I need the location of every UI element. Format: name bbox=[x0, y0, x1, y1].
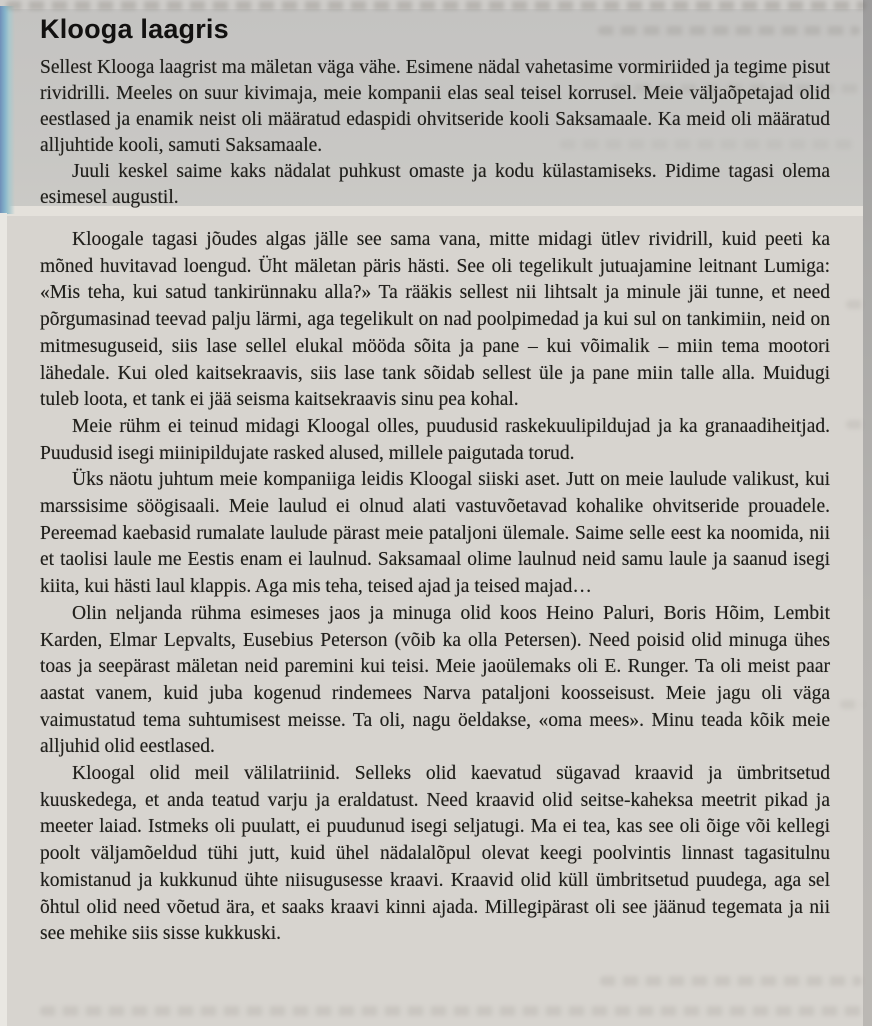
body-paragraph-4: Olin neljanda rühma esimeses jaos ja minuga olid koos Heino Paluri, Boris Hõim, Lembit Karden, Elmar Lepvalts, Eusebius Peterson (võib ka olla Petersen). Need poisid olid minuga ühes toas ja seepärast mäletan neid paremini kui teisi. Meie jaoülemaks oli E. Runger. Ta oli meist paar aastat vanem, kuid juba kogenud rindemees Narva pataljoni koosseisust. Meie jagu oli väga vaimustatud tema suhtumisest meisse. Ta oli, nagu öeldakse, «oma mees». Minu teada kõik meie alljuhid olid eestlased. bbox=[40, 602, 830, 758]
intro-section bbox=[40, 55, 830, 211]
bleedthrough-smudge bbox=[600, 976, 862, 986]
main-section bbox=[40, 227, 830, 948]
intro-paragraph-1: Sellest Klooga laagrist ma mäletan väga vähe. Esimene nädal vahetasime vormiriided ja tegime pisut rividrilli. Meeles on suur kivimaja, meie kompanii elas seal teisel korrusel. Meie väljaõpetajad olid eestlased ja enamik neist oli määratud edaspidi ohvitseride kooli Saksamaale. Ka meid oli määratud alljuhtide kooli, samuti Saksamaale. bbox=[40, 57, 830, 156]
body-paragraph-1: Kloogale tagasi jõudes algas jälle see sama vana, mitte midagi ütlev rividrill, kuid peeti ka mõned huvitavad loengud. Üht mäletan päris hästi. See oli tegelikult jutuajamine leitnant Lumiga: «Mis teha, kui satud tankirünnaku alla?» Ta rääkis sellest nii lihtsalt ja minule jäi tunne, et need põrgumasinad teevad palju lärmi, aga tegelikult on nad poolpimedad ja kui sul on tankimiin, neid on mitmesuguseid, siis lase sellel elukal mööda sõita ja pane – kui võimalik – miin tema mootori lähedale. Kui oled kaitsekraavis, siis lase tank sõidab sellest üle ja pane miin talle alla. Muidugi tuleb loota, et tank ei jää seisma kaitsekraavis sinu pea kohal. bbox=[40, 229, 830, 411]
page-title: Klooga laagris bbox=[40, 14, 229, 44]
body-paragraph-3: Üks näotu juhtum meie kompaniiga leidis Kloogal siiski aset. Jutt on meie laulude valikust, kui marssisime söögisaali. Meie laulud ei olnud alati vastuvõetavad kohalike ohvitseride prouadele. Pereemad kaebasid rumalate laulude pärast meie pataljoni ülemale. Saime selle eest ka noomida, nii et taolisi laule me Eestis enam ei laulnud. Saksamaal olime laulnud neid samu laule ja saanud isegi kiita, kui hästi laul klappis. Aga mis teha, teised ajad ja teised majad… bbox=[40, 469, 830, 598]
intro-paragraph-2: Juuli keskel saime kaks nädalat puhkust omaste ja kodu külastamiseks. Pidime tagasi olema esimesel augustil. bbox=[40, 161, 830, 208]
body-paragraph-2: Meie rühm ei teinud midagi Kloogal olles, puudusid raskekuulipildujad ja ka granaadiheitjad. Puudusid isegi miinipildujate rasked alused, millele paigutada torud. bbox=[40, 415, 830, 464]
bleedthrough-smudge bbox=[40, 1006, 862, 1016]
body-paragraph-5: Kloogal olid meil välilatriinid. Selleks olid kaevatud sügavad kraavid ja ümbritsetud kuuskedega, et anda teatud varju ja eraldatust. Need kraavid olid seitse-kaheksa meetrit pikad ja meeter laiad. Istmeks oli puulatt, ei puudunud isegi seljatugi. Ma ei tea, kas see oli õige või kellegi poolt väljamõeldud tühi jutt, kuid ühel nädalalõpul olevat keegi poolvintis linnast tagasitulnu komistanud ja kukkunud ühte niisugusesse kraavi. Kraavid olid küll ümbritsetud puudega, aga sel õhtul olid need võetud ära, et saaks kraavi kinni ajada. Millegipärast oli see jäänud tegemata ja nii see mehike siis sisse kukkuski. bbox=[40, 763, 830, 945]
